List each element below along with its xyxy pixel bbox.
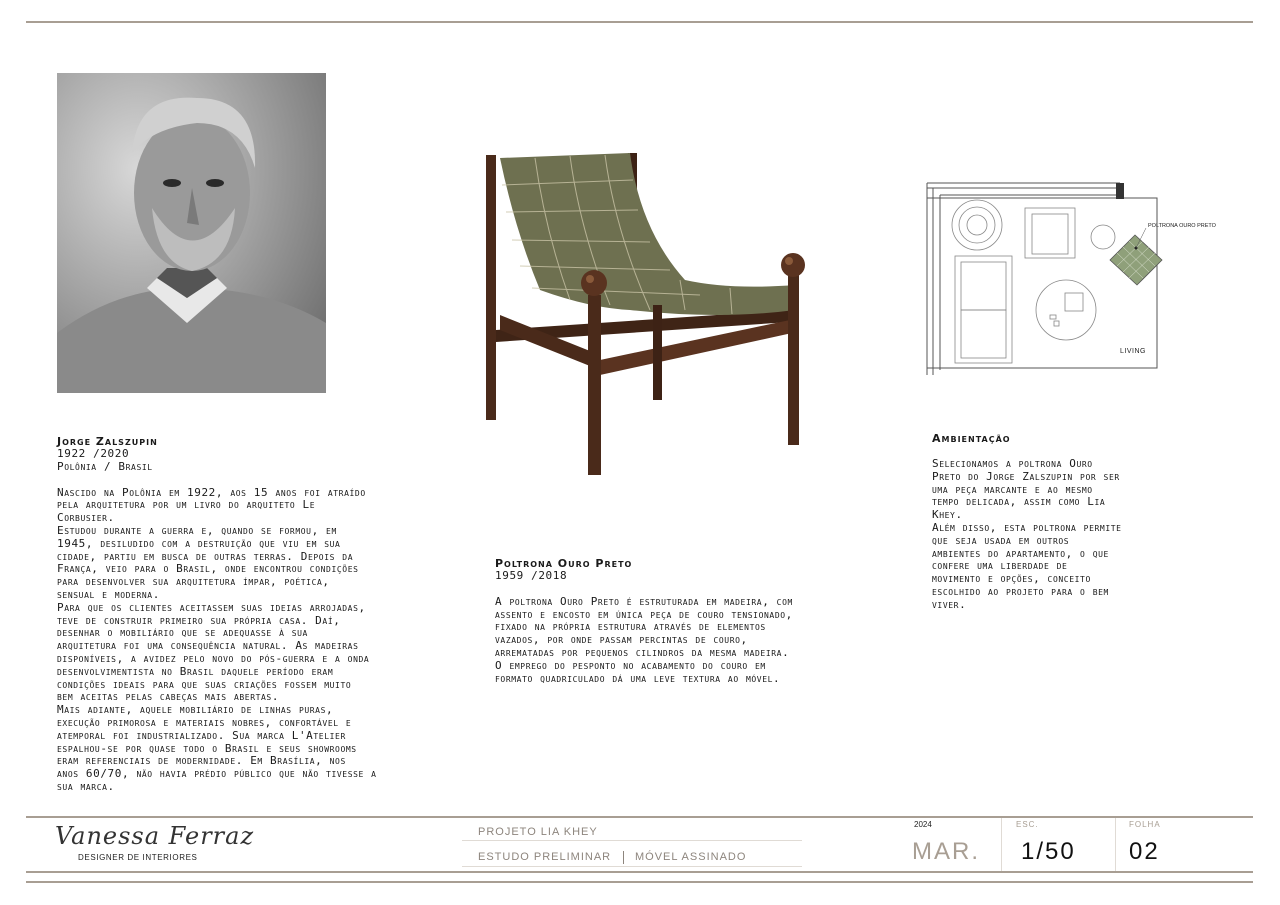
product-name: Poltrona Ouro Preto <box>495 557 633 570</box>
scale-label: ESC. <box>1016 820 1039 829</box>
footer-divider-2 <box>1115 818 1116 871</box>
designer-name: Jorge Zalszupin <box>57 435 158 448</box>
project-stage: ESTUDO PRELIMINAR <box>478 851 612 863</box>
sheet-label: FOLHA <box>1129 820 1161 829</box>
year: 2024 <box>914 820 932 829</box>
ambiance-text: Selecionamos a poltrona Ouro Preto do Jorge Zalszupin por ser uma peça marcante e ao mesmo tempo delicada, assim como Lia Khey. Além disso, esta poltrona permite que seja usada em outros ambientes do apartamento, o que confere uma liberdade de movimento e opções, conceito escolhido ao projeto para o bem viver. <box>932 457 1122 611</box>
floor-plan <box>920 180 1230 380</box>
bottom-rule <box>26 881 1253 883</box>
designer-role: DESIGNER DE INTERIORES <box>78 853 198 862</box>
designer-years: 1922 /2020 <box>57 447 130 460</box>
project-subject: MÓVEL ASSINADO <box>635 851 747 863</box>
ambiance-title: Ambientação <box>932 432 1011 445</box>
month: MAR. <box>912 838 980 865</box>
top-rule <box>26 21 1253 23</box>
signature: Vanessa Ferraz <box>55 822 255 850</box>
designer-bio: Nascido na Polônia em 1922, aos 15 anos foi atraído pela arquitetura por um livro do arquiteto Le Corbusier. Estudou durante a guerra e, quando se formou, em 1945, desiludido com a destruição que viu em sua cidade, partiu em busca de outras terras. Depois da França, veio para o Brasil, onde encontrou condições para desenvolver sua arquitetura ímpar, poética, sensual e moderna. Para que os clientes aceitassem suas ideias arrojadas, teve de construir primeiro sua própria casa. Daí, desenhar o mobiliário que se adequasse à sua arquitetura foi uma consequência natural. As madeiras disponíveis, a avidez pelo novo do pós-guerra e a onda desenvolvimentista no Brasil daquele período eram condições ideais para que suas criações fossem muito bem aceitas pelas cabeças mais abertas. Mais adiante, aquele mobiliário de linhas puras, execução primorosa e materiais nobres, confortável e atemporal foi industrializado. Sua marca L'Atelier espalhou-se por quase todo o Brasil e seus showrooms eram referenciais de modernidade. Em Brasília, nos anos 60/70, não havia prédio público que não tivesse a sua marca. <box>57 485 377 793</box>
footer-top-rule <box>26 816 1253 818</box>
scale-value: 1/50 <box>1021 838 1076 865</box>
product-description: A poltrona Ouro Preto é estruturada em madeira, com assento e encosto em única peça de couro tensionado, fixado na própria estrutura através de elementos vazados, por onde passam percintas de couro, arrematadas por pequenos cilindros da mesma madeira. O emprego do pesponto no acabamento do couro em formato quadriculado dá uma leve textura ao móvel. <box>495 594 793 685</box>
project-name: PROJETO LIA KHEY <box>478 826 598 838</box>
stage-separator <box>623 851 624 864</box>
product-years: 1959 /2018 <box>495 569 568 582</box>
footer-bottom-rule <box>26 871 1253 873</box>
project-divider <box>462 840 802 841</box>
footer-divider-1 <box>1001 818 1002 871</box>
plan-chair-label: POLTRONA OURO PRETO <box>1148 223 1216 229</box>
chair-image <box>470 150 830 485</box>
designer-photo <box>57 73 326 393</box>
project-divider-2 <box>462 866 802 867</box>
designer-origin: Polônia / Brasil <box>57 459 153 473</box>
sheet-number: 02 <box>1129 838 1160 865</box>
plan-room-label: LIVING <box>1120 348 1146 355</box>
